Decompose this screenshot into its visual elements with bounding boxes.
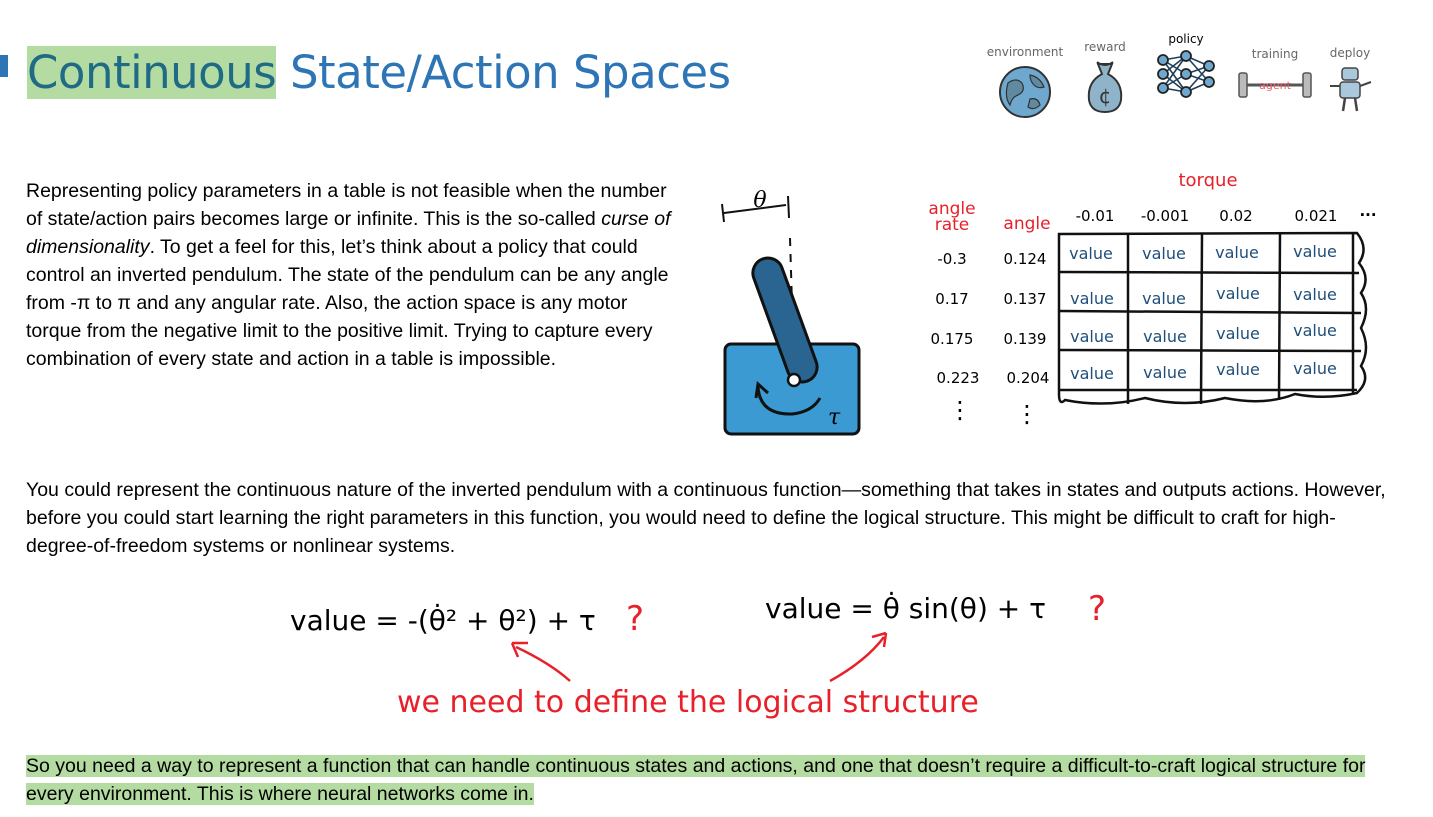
vertical-ellipsis: ⋮ bbox=[948, 396, 972, 424]
stage-label-environment: environment bbox=[986, 45, 1064, 59]
torque-value: 0.02 bbox=[1219, 207, 1253, 225]
conclusion-highlight: So you need a way to represent a function that can handle continuous states and actions, and one that doesn’t require a difficult-to-craft logical structure for every environment. This is where neural networks come in. bbox=[26, 755, 1366, 805]
stage-label-training: training bbox=[1251, 47, 1299, 61]
table-cell: value bbox=[1293, 242, 1337, 261]
torque-value: -0.01 bbox=[1075, 207, 1115, 225]
equation-2: value = θ̇ sin(θ) + τ bbox=[765, 592, 1046, 625]
barbell-icon bbox=[1235, 65, 1315, 105]
conclusion-paragraph bbox=[26, 752, 1386, 808]
rate-value: 0.175 bbox=[930, 330, 974, 348]
equation-1: value = -(θ̇² + θ²) + τ bbox=[290, 604, 596, 637]
inverted-pendulum-figure bbox=[712, 180, 872, 445]
function-paragraph: You could represent the continuous nature of the inverted pendulum with a continuous function—something that takes in states and outputs actions. However, before you could start learning the right parameters in this function, you would need to define the logical structure. This might be difficult to craft for high-degree-of-freedom systems or nonlinear systems. bbox=[26, 479, 1386, 557]
stage-training bbox=[1235, 32, 1315, 105]
angle-value: 0.204 bbox=[1006, 369, 1050, 387]
robot-icon bbox=[1327, 64, 1373, 114]
logical-structure-annotation: we need to define the logical structure bbox=[397, 685, 979, 720]
table-cell: value bbox=[1293, 285, 1337, 304]
stage-label-reward: reward bbox=[1084, 40, 1126, 54]
curse-of-dimensionality-term: curse of dimensionality bbox=[26, 208, 671, 258]
page-title bbox=[27, 44, 731, 102]
torque-value: -0.001 bbox=[1140, 207, 1190, 225]
vertical-ellipsis: ⋮ bbox=[1015, 400, 1039, 428]
rate-value: 0.223 bbox=[936, 369, 980, 387]
agent-label: agent bbox=[1259, 79, 1291, 92]
table-cell: value bbox=[1143, 363, 1187, 382]
equation-2-question: ? bbox=[1088, 589, 1107, 629]
equation-1-question: ? bbox=[626, 599, 645, 639]
table-cell: value bbox=[1069, 244, 1113, 263]
svg-text:¢: ¢ bbox=[1098, 84, 1112, 108]
money-bag-icon bbox=[1083, 58, 1127, 116]
title-rest: State/Action Spaces bbox=[276, 46, 731, 99]
intro-paragraph bbox=[26, 177, 676, 373]
pipeline-nav bbox=[985, 32, 1385, 127]
angle-value: 0.139 bbox=[1003, 330, 1047, 348]
arrow-to-eq1 bbox=[516, 647, 570, 681]
angle-rate-label-line2: rate bbox=[934, 215, 970, 235]
equations-figure bbox=[280, 585, 1140, 725]
table-cell: value bbox=[1216, 324, 1260, 343]
torque-ellipsis: ··· bbox=[1359, 206, 1377, 224]
table-cell: value bbox=[1215, 243, 1259, 262]
stage-environment bbox=[985, 32, 1065, 121]
table-cell: value bbox=[1216, 284, 1260, 303]
torque-value: 0.021 bbox=[1294, 207, 1338, 225]
stage-label-policy: policy bbox=[1168, 32, 1204, 46]
angle-rate-label-line1: angle bbox=[928, 199, 976, 219]
tau-label: τ bbox=[828, 405, 841, 430]
table-cell: value bbox=[1142, 244, 1186, 263]
value-table-figure bbox=[925, 168, 1385, 430]
stage-label-deploy: deploy bbox=[1329, 46, 1371, 60]
rate-value: -0.3 bbox=[937, 250, 967, 268]
table-cell: value bbox=[1293, 359, 1337, 378]
stage-policy bbox=[1153, 32, 1219, 98]
table-cell: value bbox=[1293, 321, 1337, 340]
table-cell: value bbox=[1070, 289, 1114, 308]
title-highlight: Continuous bbox=[27, 46, 277, 99]
neural-network-icon bbox=[1155, 50, 1217, 98]
angle-value: 0.137 bbox=[1003, 290, 1047, 308]
table-cell: value bbox=[1142, 289, 1186, 308]
rate-value: 0.17 bbox=[935, 290, 969, 308]
theta-label: θ bbox=[753, 188, 767, 213]
globe-icon bbox=[996, 63, 1054, 121]
angle-value: 0.124 bbox=[1003, 250, 1047, 268]
arrow-to-eq2 bbox=[830, 637, 884, 681]
intro-text-part2: . To get a feel for this, let’s think about a policy that could control an inverted pendulum. The state of the pendulum can be any angle from -π to π and any angular rate. Also, the action space is any motor torque from the negative limit to the positive limit. Trying to capture every combination of every state and action in a table is impossible. bbox=[26, 236, 669, 370]
stage-deploy bbox=[1325, 32, 1375, 114]
title-accent-bar bbox=[0, 55, 8, 77]
table-cell: value bbox=[1070, 327, 1114, 346]
table-cell: value bbox=[1216, 360, 1260, 379]
stage-reward bbox=[1077, 32, 1133, 116]
intro-text-part1: Representing policy parameters in a table is not feasible when the number of state/action pairs becomes large or infinite. This is the so-called bbox=[26, 180, 667, 230]
torque-axis-label: torque bbox=[1178, 170, 1238, 191]
table-cell: value bbox=[1070, 364, 1114, 383]
angle-axis-label: angle bbox=[1003, 214, 1051, 234]
table-cell: value bbox=[1143, 327, 1187, 346]
